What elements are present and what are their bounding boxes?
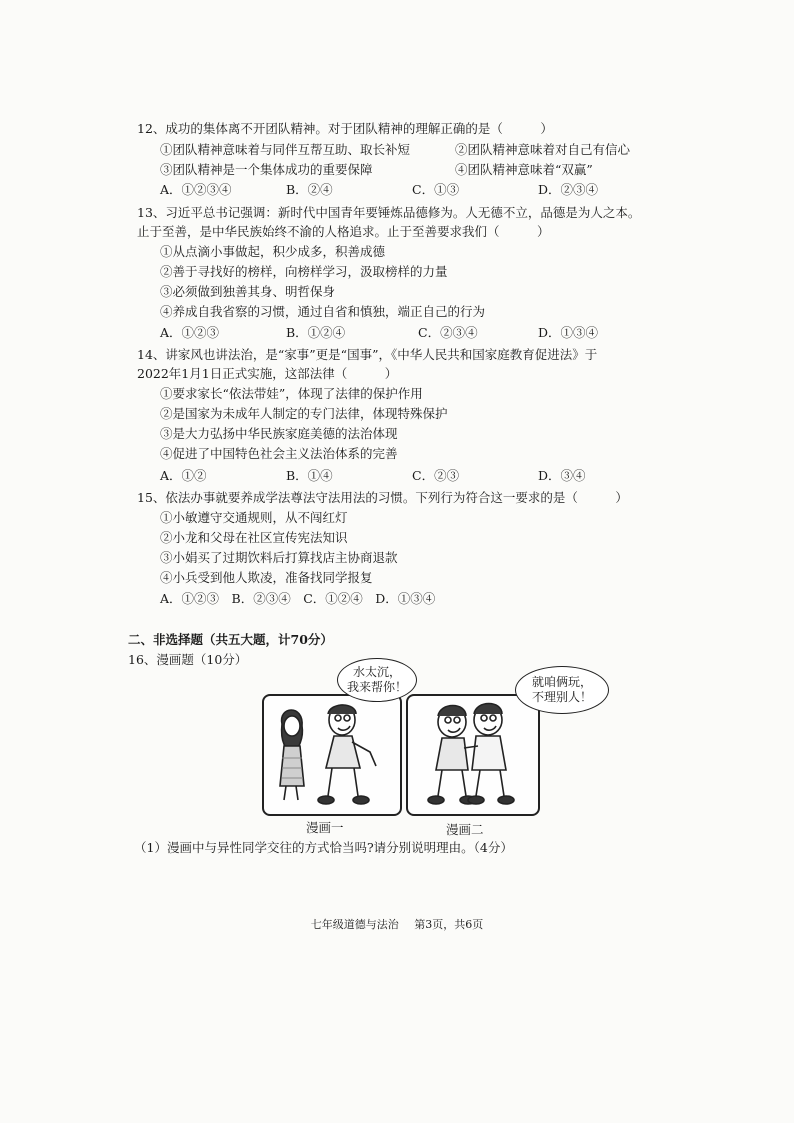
q14-statement-3: ③是大力弘扬中华民族家庭美德的法治体现 (160, 426, 398, 441)
q14-stem-line-2: 2022年1月1日正式实施，这部法律（ ） (137, 366, 398, 381)
footer-page-number: 第3页，共6页 (414, 918, 484, 931)
q13-option-c: C．②③④ (418, 325, 478, 340)
comic-1-bubble-line-1: 水太沉， (352, 665, 401, 679)
q14-option-b: B．①④ (286, 468, 333, 483)
q12-stem: 12、成功的集体离不开团队精神。对于团队精神的理解正确的是（ ） (137, 121, 553, 136)
q12-statement-4: ④团队精神意味着“双赢” (455, 162, 593, 177)
q13-options (160, 325, 620, 341)
q12-statement-2: ②团队精神意味着对自己有信心 (455, 142, 631, 157)
q14-statement-4: ④促进了中国特色社会主义法治体系的完善 (160, 446, 398, 461)
q15-statement-2: ②小龙和父母在社区宣传宪法知识 (160, 530, 348, 545)
q14-statement-1: ①要求家长“依法带娃”，体现了法律的保护作用 (160, 386, 423, 401)
q12-option-c: C．①③ (412, 182, 460, 197)
q13-option-a: A．①②③ (160, 325, 220, 340)
q12-option-b: B．②④ (286, 182, 333, 197)
q14-option-d: D．③④ (538, 468, 586, 483)
q13-statement-2: ②善于寻找好的榜样，向榜样学习，汲取榜样的力量 (160, 264, 448, 279)
q12-option-a: A．①②③④ (160, 182, 232, 197)
q13-stem-line-1: 13、习近平总书记强调：新时代中国青年要锤炼品德修为。人无德不立，品德是为人之本。 (137, 205, 641, 220)
comic-1-bubble-line-2: 我来帮你！ (346, 680, 407, 694)
comic-1-caption: 漫画一 (306, 820, 344, 835)
section-2-heading: 二、非选择题（共五大题，计70分） (128, 632, 333, 647)
q13-stem-line-2: 止于至善，是中华民族始终不渝的人格追求。止于至善要求我们（ ） (137, 224, 550, 239)
q13-option-b: B．①②④ (286, 325, 346, 340)
q16-title: 16、漫画题（10分） (128, 652, 248, 667)
comic-2-bubble-line-1: 就咱俩玩， (531, 675, 592, 689)
q16-sub-question-1: （1）漫画中与异性同学交往的方式恰当吗?请分别说明理由。（4分） (134, 840, 513, 855)
comic-2-caption: 漫画二 (446, 822, 484, 837)
q14-option-a: A．①② (160, 468, 207, 483)
footer-subject: 七年级道德与法治 (310, 918, 399, 931)
q15-options: A．①②③ B．②③④ C．①②④ D．①③④ (160, 591, 436, 606)
q15-stem: 15、依法办事就要养成学法尊法守法用法的习惯。下列行为符合这一要求的是（ ） (137, 490, 628, 505)
q15-statement-1: ①小敏遵守交通规则，从不闯红灯 (160, 510, 348, 525)
comic-2-illustration (408, 696, 534, 810)
q12-statement-1: ①团队精神意味着与同伴互帮互助、取长补短 (160, 142, 411, 157)
comic-1-illustration (264, 696, 396, 810)
comic-2-speech-bubble (515, 666, 609, 714)
q14-statement-2: ②是国家为未成年人制定的专门法律，体现特殊保护 (160, 406, 448, 421)
q15-statement-3: ③小娟买了过期饮料后打算找店主协商退款 (160, 550, 398, 565)
q14-options (160, 468, 620, 484)
q12-options (160, 182, 620, 198)
q13-statement-3: ③必须做到独善其身、明哲保身 (160, 284, 336, 299)
q14-stem-line-1: 14、讲家风也讲法治，是“家事”更是“国事”，《中华人民共和国家庭教育促进法》于 (137, 347, 598, 362)
q15-statement-4: ④小兵受到他人欺凌，准备找同学报复 (160, 570, 373, 585)
comic-1-speech-bubble (337, 658, 417, 702)
q12-statement-3: ③团队精神是一个集体成功的重要保障 (160, 162, 373, 177)
q13-statement-4: ④养成自我省察的习惯，通过自省和慎独，端正自己的行为 (160, 304, 486, 319)
q14-option-c: C．②③ (412, 468, 460, 483)
comic-2-bubble-line-2: 不理别人！ (531, 690, 592, 704)
q13-statement-1: ①从点滴小事做起，积少成多，积善成德 (160, 244, 386, 259)
q12-option-d: D．②③④ (538, 182, 599, 197)
page-footer (0, 916, 794, 932)
q13-option-d: D．①③④ (538, 325, 599, 340)
